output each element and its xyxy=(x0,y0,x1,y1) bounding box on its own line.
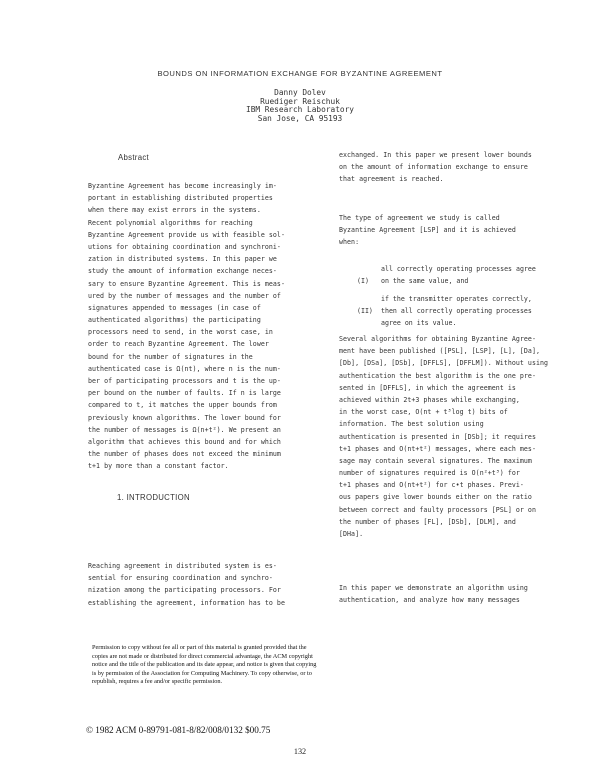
text-line: between correct and faulty processors [PSL] or on xyxy=(339,505,536,514)
text-line: the number of phases [FL], [DSb], [DLM], and xyxy=(339,517,516,526)
paper-title: BOUNDS ON INFORMATION EXCHANGE FOR BYZANTINE AGREEMENT xyxy=(157,69,443,78)
text-line: exchanged. In this paper we present lower bounds xyxy=(339,151,532,159)
text-line: nization among the participating processors. For xyxy=(88,586,281,595)
text-line: authentication the best algorithm is the one pre- xyxy=(339,371,536,380)
condition-text xyxy=(381,293,532,328)
text-line: authenticated algorithms) the participating xyxy=(88,316,261,325)
text-line: utions for obtaining coordination and synchroni- xyxy=(88,242,281,251)
text-line: sential for ensuring coordination and synchro- xyxy=(88,574,273,583)
condition-2 xyxy=(357,293,587,333)
text-line: t+1 phases and O(nt+t²) for c•t phases. Previ- xyxy=(339,481,524,490)
right-paragraph-2 xyxy=(339,212,516,249)
text-line: previously known algorithms. The lower bound for xyxy=(88,413,281,422)
text-line: agree on its value. xyxy=(381,319,457,328)
text-line: the number of messages is Ω(n+t²). We present an xyxy=(88,425,281,434)
text-line: per bound on the number of faults. If n is large xyxy=(88,389,281,398)
page-number: 132 xyxy=(293,747,307,756)
text-line: when there may exist errors in the systems. xyxy=(88,206,261,215)
text-line: information. The best solution using xyxy=(339,420,484,429)
text-line: authentication, and analyze how many messages xyxy=(339,596,520,605)
text-line: sage may contain several signatures. The maximum xyxy=(339,456,532,465)
text-line: establishing the agreement, information has to be xyxy=(88,598,285,607)
text-line: [Db], [DSa], [DSb], [DFFLS], [DFFLM]). Without using xyxy=(339,359,549,368)
condition-number: (II) xyxy=(357,307,373,316)
text-line: ber of participating processors and t is the up- xyxy=(88,377,281,385)
permission-notice: Permission to copy without fee all or part of this material is granted provided that the copies are not made or distributed for direct commercial advantage, the ACM copyright notice and the title of the publication and its date appear, and notice is given that copying is by permission of the Association for Computing Machinery. To copy otherwise, or to republish, requires a fee and/or specific permission. xyxy=(92,644,317,686)
text-line: Several algorithms for obtaining Byzantine Agree- xyxy=(339,335,536,343)
text-line: ured by the number of messages and the number of xyxy=(88,291,281,300)
text-line: achieved within 2t+3 phases while exchanging, xyxy=(339,395,520,404)
text-line: Reaching agreement in distributed system is es- xyxy=(88,562,277,570)
introduction-text xyxy=(88,560,285,609)
text-line: The type of agreement we study is called xyxy=(339,214,500,222)
author-name: Ruediger Reischuk xyxy=(260,96,340,106)
text-line: zation in distributed systems. In this paper we xyxy=(88,255,277,264)
author-block xyxy=(0,89,600,123)
abstract-text xyxy=(88,180,285,473)
text-line: In this paper we demonstrate an algorithm using xyxy=(339,584,528,592)
condition-1 xyxy=(357,263,587,293)
text-line: when: xyxy=(339,238,360,247)
text-line: ment have been published ([PSL], [LSP], [L], [Da], xyxy=(339,347,540,356)
text-line: on the amount of information exchange to ensure xyxy=(339,163,528,172)
text-line: ous papers give lower bounds either on the ratio xyxy=(339,493,532,502)
text-line: t+1 by more than a constant factor. xyxy=(88,462,229,471)
text-line: signatures appended to messages (in case of xyxy=(88,303,261,312)
text-line: sary to ensure Byzantine Agreement. This is meas- xyxy=(88,279,285,288)
text-line: study the amount of information exchange neces- xyxy=(88,267,277,276)
text-line: t+1 phases and O(nt+t²) messages, where each mes- xyxy=(339,444,536,453)
text-line: that agreement is reached. xyxy=(339,175,444,184)
right-paragraph-3 xyxy=(339,333,548,540)
affiliation-address: San Jose, CA 95193 xyxy=(257,113,343,123)
text-line: authentication is presented in [DSb]; it requires xyxy=(339,432,536,441)
text-line: [DHa]. xyxy=(339,530,364,538)
text-line: Recent polynomial algorithms for reaching xyxy=(88,218,253,227)
text-line: Byzantine Agreement [LSP] and it is achieved xyxy=(339,226,516,235)
author-name: Danny Dolev xyxy=(274,88,326,97)
introduction-heading: 1. INTRODUCTION xyxy=(117,493,190,502)
text-line: compared to t, it matches the upper bounds from xyxy=(88,401,277,410)
text-line: authenticated case is Ω(nt), where n is the num- xyxy=(88,364,281,373)
text-line: Byzantine Agreement provide us with feasible sol- xyxy=(88,230,285,239)
text-line: number of signatures required is O(n²+t³) for xyxy=(339,469,520,478)
text-line: Byzantine Agreement has become increasingly im- xyxy=(88,182,277,190)
text-line: algorithm that achieves this bound and for which xyxy=(88,437,281,446)
text-line: the number of phases does not exceed the minimum xyxy=(88,450,281,459)
right-paragraph-4 xyxy=(339,582,528,606)
text-line: order to reach Byzantine Agreement. The lower xyxy=(88,340,269,349)
text-line: in the worst case, O(nt + t³log t) bits of xyxy=(339,408,508,417)
text-line: processors need to send, in the worst case, in xyxy=(88,328,273,337)
text-line: bound for the number of signatures in the xyxy=(88,352,253,361)
condition-text xyxy=(381,263,536,286)
text-line: on the same value, and xyxy=(381,277,469,286)
text-line: all correctly operating processes agree xyxy=(381,265,536,273)
abstract-heading: Abstract xyxy=(118,153,149,162)
copyright-line: © 1982 ACM 0-89791-081-8/82/008/0132 $00.75 xyxy=(86,725,271,735)
right-paragraph-1 xyxy=(339,149,532,186)
text-line: then all correctly operating processes xyxy=(381,307,532,316)
text-line: portant in establishing distributed properties xyxy=(88,194,273,203)
text-line: sented in [DFFLS], in which the agreement is xyxy=(339,383,516,392)
text-line: if the transmitter operates correctly, xyxy=(381,295,532,303)
condition-number: (I) xyxy=(357,277,369,286)
affiliation: IBM Research Laboratory xyxy=(246,105,354,115)
